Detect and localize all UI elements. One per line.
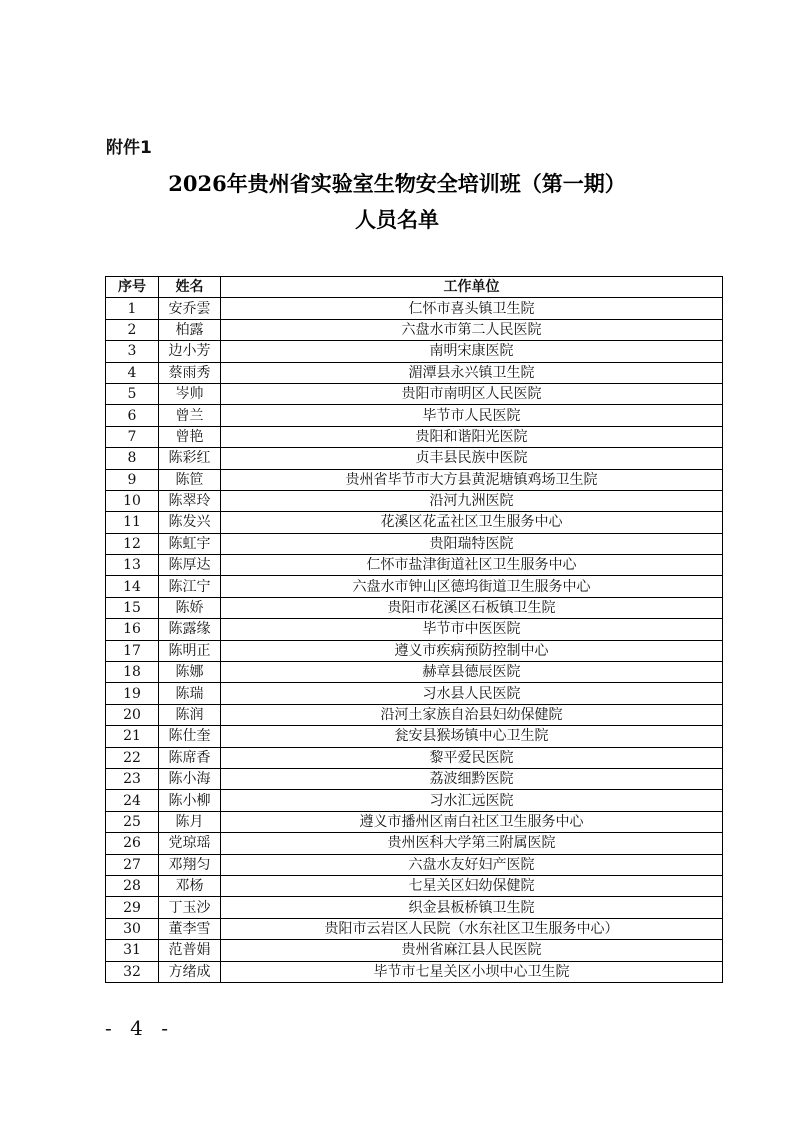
cell-number: 20 (106, 704, 159, 725)
cell-number: 16 (106, 619, 159, 640)
cell-name: 方绪成 (159, 961, 221, 982)
cell-number: 2 (106, 319, 159, 340)
cell-workplace: 南明宋康医院 (221, 341, 723, 362)
cell-workplace: 六盘水市钟山区德坞街道卫生服务中心 (221, 576, 723, 597)
cell-workplace: 荔波细黔医院 (221, 768, 723, 789)
cell-workplace: 贵阳和谐阳光医院 (221, 426, 723, 447)
cell-workplace: 贵州医科大学第三附属医院 (221, 833, 723, 854)
cell-number: 6 (106, 405, 159, 426)
cell-number: 17 (106, 640, 159, 661)
cell-name: 陈翠玲 (159, 490, 221, 511)
cell-workplace: 沿河土家族自治县妇幼保健院 (221, 704, 723, 725)
cell-name: 陈明正 (159, 640, 221, 661)
cell-workplace: 贵阳市南明区人民医院 (221, 383, 723, 404)
table-row (106, 448, 723, 469)
table-row (106, 854, 723, 875)
cell-number: 23 (106, 768, 159, 789)
cell-number: 7 (106, 426, 159, 447)
cell-workplace: 贞丰县民族中医院 (221, 448, 723, 469)
cell-number: 5 (106, 383, 159, 404)
cell-name: 陈江宁 (159, 576, 221, 597)
cell-name: 陈小柳 (159, 790, 221, 811)
cell-number: 1 (106, 298, 159, 319)
table-row (106, 362, 723, 383)
cell-workplace: 黎平爱民医院 (221, 747, 723, 768)
cell-workplace: 仁怀市盐津街道社区卫生服务中心 (221, 555, 723, 576)
table-row (106, 405, 723, 426)
table-row (106, 918, 723, 939)
cell-name: 安乔雲 (159, 298, 221, 319)
table-row (106, 940, 723, 961)
cell-number: 11 (106, 512, 159, 533)
cell-workplace: 贵州省毕节市大方县黄泥塘镇鸡场卫生院 (221, 469, 723, 490)
table-row (106, 683, 723, 704)
table-row (106, 726, 723, 747)
cell-workplace: 花溪区花孟社区卫生服务中心 (221, 512, 723, 533)
table-row (106, 897, 723, 918)
table-row (106, 576, 723, 597)
attachment-label: 附件1 (106, 138, 152, 158)
table-row (106, 768, 723, 789)
cell-name: 陈虹宇 (159, 533, 221, 554)
table-row (106, 469, 723, 490)
cell-number: 22 (106, 747, 159, 768)
cell-workplace: 六盘水市第二人民医院 (221, 319, 723, 340)
table-row (106, 640, 723, 661)
cell-name: 陈月 (159, 811, 221, 832)
cell-workplace: 织金县板桥镇卫生院 (221, 897, 723, 918)
column-header-number: 序号 (106, 277, 159, 298)
cell-name: 邓翔匀 (159, 854, 221, 875)
cell-name: 邓杨 (159, 875, 221, 896)
cell-name: 陈厚达 (159, 555, 221, 576)
cell-name: 董李雪 (159, 918, 221, 939)
cell-workplace: 毕节市人民医院 (221, 405, 723, 426)
table-row (106, 426, 723, 447)
cell-number: 24 (106, 790, 159, 811)
table-row (106, 961, 723, 982)
cell-workplace: 习水县人民医院 (221, 683, 723, 704)
cell-number: 13 (106, 555, 159, 576)
cell-workplace: 七星关区妇幼保健院 (221, 875, 723, 896)
cell-name: 陈露缘 (159, 619, 221, 640)
cell-number: 29 (106, 897, 159, 918)
cell-number: 19 (106, 683, 159, 704)
cell-number: 32 (106, 961, 159, 982)
cell-workplace: 赫章县德辰医院 (221, 662, 723, 683)
cell-workplace: 习水汇远医院 (221, 790, 723, 811)
cell-workplace: 遵义市疾病预防控制中心 (221, 640, 723, 661)
cell-name: 陈润 (159, 704, 221, 725)
table-row (106, 704, 723, 725)
cell-name: 范普娟 (159, 940, 221, 961)
table-row (106, 747, 723, 768)
cell-name: 陈瑞 (159, 683, 221, 704)
cell-name: 柏露 (159, 319, 221, 340)
page-number: - 4 - (105, 1016, 174, 1040)
table-row (106, 833, 723, 854)
cell-number: 15 (106, 597, 159, 618)
cell-workplace: 仁怀市喜头镇卫生院 (221, 298, 723, 319)
table-header-row (106, 277, 723, 298)
cell-workplace: 贵州省麻江县人民医院 (221, 940, 723, 961)
cell-workplace: 贵阳市花溪区石板镇卫生院 (221, 597, 723, 618)
table-row (106, 555, 723, 576)
cell-name: 陈小海 (159, 768, 221, 789)
cell-number: 14 (106, 576, 159, 597)
cell-workplace: 瓮安县猴场镇中心卫生院 (221, 726, 723, 747)
table-row (106, 533, 723, 554)
document-subtitle: 人员名单 (355, 207, 439, 232)
cell-name: 陈席香 (159, 747, 221, 768)
table-row (106, 790, 723, 811)
column-header-workplace: 工作单位 (221, 277, 723, 298)
table-row (106, 875, 723, 896)
cell-name: 岑帅 (159, 383, 221, 404)
cell-workplace: 遵义市播州区南白社区卫生服务中心 (221, 811, 723, 832)
cell-number: 30 (106, 918, 159, 939)
cell-workplace: 贵阳市云岩区人民院（水东社区卫生服务中心） (221, 918, 723, 939)
cell-number: 12 (106, 533, 159, 554)
cell-name: 陈娇 (159, 597, 221, 618)
cell-number: 8 (106, 448, 159, 469)
table-row (106, 811, 723, 832)
cell-name: 陈娜 (159, 662, 221, 683)
document-title: 2026年贵州省实验室生物安全培训班（第一期） (168, 171, 626, 196)
table-row (106, 662, 723, 683)
table-row (106, 341, 723, 362)
cell-number: 26 (106, 833, 159, 854)
table-row (106, 512, 723, 533)
table-row (106, 319, 723, 340)
table-row (106, 490, 723, 511)
cell-name: 陈发兴 (159, 512, 221, 533)
cell-name: 丁玉沙 (159, 897, 221, 918)
cell-number: 9 (106, 469, 159, 490)
cell-workplace: 贵阳瑞特医院 (221, 533, 723, 554)
cell-workplace: 毕节市中医医院 (221, 619, 723, 640)
table-row (106, 298, 723, 319)
cell-workplace: 沿河九洲医院 (221, 490, 723, 511)
cell-number: 28 (106, 875, 159, 896)
table-body (106, 298, 723, 983)
cell-name: 党琼瑶 (159, 833, 221, 854)
cell-name: 陈彩红 (159, 448, 221, 469)
table-row (106, 383, 723, 404)
cell-name: 陈笸 (159, 469, 221, 490)
roster-table (105, 276, 723, 983)
table-row (106, 597, 723, 618)
cell-workplace: 六盘水友好妇产医院 (221, 854, 723, 875)
column-header-name: 姓名 (159, 277, 221, 298)
cell-workplace: 毕节市七星关区小坝中心卫生院 (221, 961, 723, 982)
table-row (106, 619, 723, 640)
cell-number: 10 (106, 490, 159, 511)
cell-number: 27 (106, 854, 159, 875)
cell-workplace: 湄潭县永兴镇卫生院 (221, 362, 723, 383)
cell-number: 31 (106, 940, 159, 961)
cell-name: 陈仕奎 (159, 726, 221, 747)
cell-name: 蔡雨秀 (159, 362, 221, 383)
cell-number: 21 (106, 726, 159, 747)
cell-number: 25 (106, 811, 159, 832)
cell-number: 4 (106, 362, 159, 383)
cell-name: 曾艳 (159, 426, 221, 447)
cell-number: 3 (106, 341, 159, 362)
cell-name: 曾兰 (159, 405, 221, 426)
cell-number: 18 (106, 662, 159, 683)
cell-name: 边小芳 (159, 341, 221, 362)
